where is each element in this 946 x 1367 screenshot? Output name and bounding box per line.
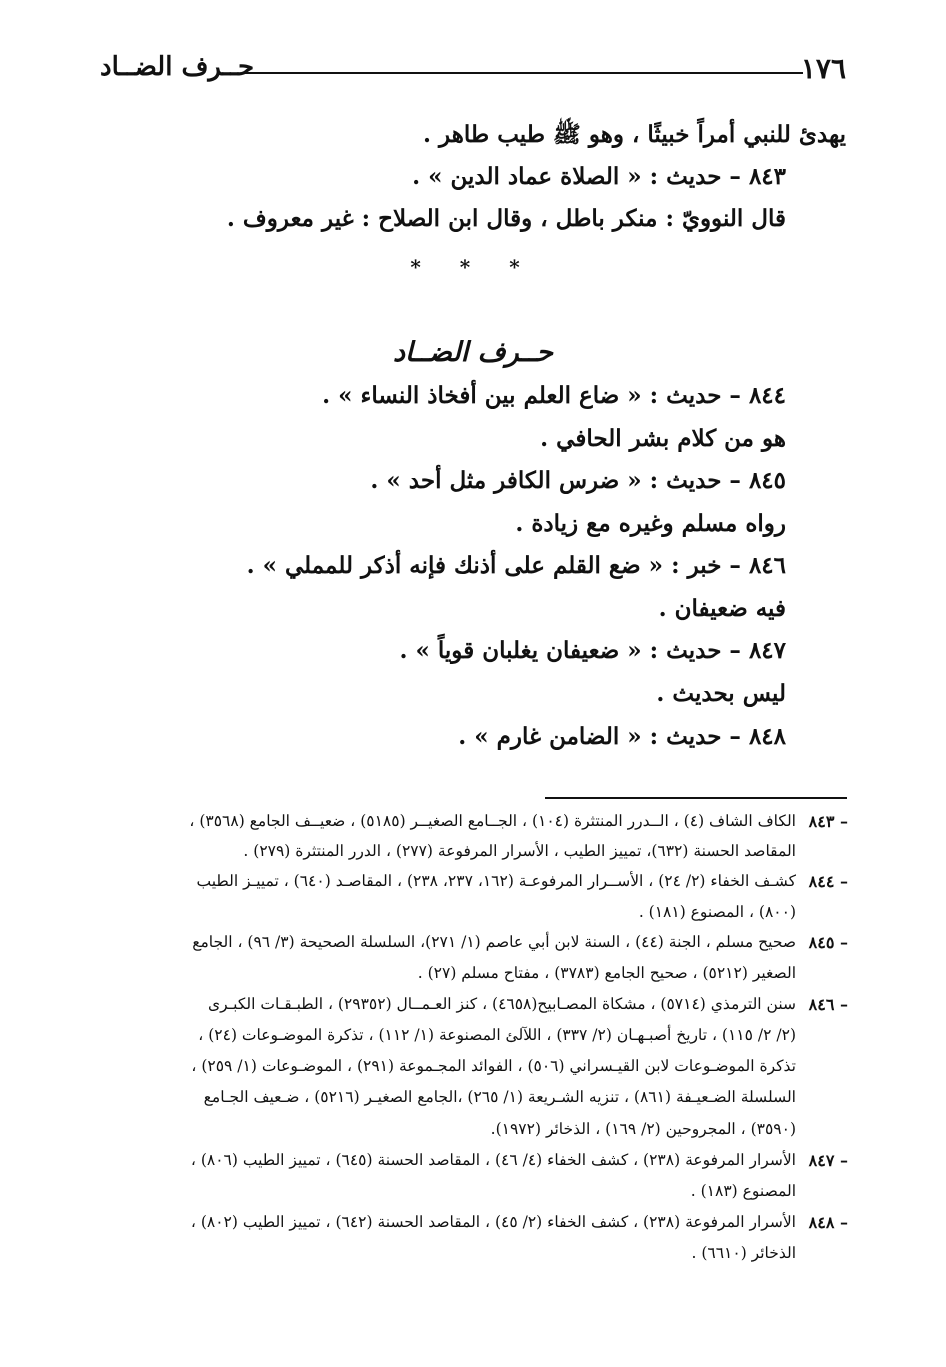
- footnote-number: ٨٤٤ –: [808, 872, 848, 891]
- footnote-line: الأسرار المرفوعة (٢٣٨) ، كشف الخفاء (٢/ ٤٥) ، المقاصد الحسنة (٦٤٢) ، تمييز الطيب (٨٠٢) ،: [190, 1213, 796, 1231]
- footnote-line: (٨٠٠) ، المصنوع (١٨١) .: [638, 903, 796, 921]
- footnote-rule: [545, 797, 847, 799]
- page-number: ١٧٦: [800, 52, 846, 85]
- footnote-line: الصغير (٥٢١٢) ، صحيح الجامع (٣٧٨٣) ، مفتاح مسلم (٢٧) .: [417, 964, 796, 982]
- section-separator-stars: * * *: [410, 255, 536, 279]
- continuation-line: يهدئ للنبي أمراً خبيثًا ، وهو ﷺ طيب طاهر .: [423, 121, 846, 148]
- running-head-title: حــرف الضــاد: [100, 52, 255, 82]
- entry-845: ٨٤٥ – حديث : « ضرس الكافر مثل أحد » .: [370, 467, 786, 494]
- header-rule: [245, 72, 803, 74]
- section-heading: حــرف الضــاد: [392, 337, 553, 368]
- note-846: فيه ضعيفان .: [658, 595, 786, 622]
- footnote-number: ٨٤٥ –: [808, 933, 848, 952]
- footnote-line: كشـف الخفاء (٢/ ٢٤) ، الأســرار المرفوعـة (١٦٢، ٢٣٧، ٢٣٨) ، المقاصـد (٦٤٠) ، تمييـز الطيب: [196, 872, 796, 890]
- footnote-line: المصنوع (١٨٣) .: [690, 1182, 796, 1200]
- footnote-line: (٢/ ٢/ ١١٥) ، تاريخ أصبـهـان (٢/ ٣٣٧) ، اللآلئ المصنوعة (١/ ١١٢) ، تذكرة الموضـوعات (٢٤) ،: [198, 1026, 796, 1044]
- note-847: ليس بحديث .: [656, 680, 786, 707]
- footnote-line: (٣٥٩٠) ، المجروحين (٢/ ١٦٩) ، الذخائر (١٩٧٢).: [490, 1120, 796, 1138]
- footnote-number: ٨٤٨ –: [808, 1213, 848, 1232]
- entry-846: ٨٤٦ – خبر : « ضع القلم على أذنك فإنه أذكر للمملي » .: [246, 552, 786, 579]
- footnote-line: الأسرار المرفوعة (٢٣٨) ، كشف الخفاء (٤/ ٤٦) ، المقاصد الحسنة (٦٤٥) ، تمييز الطيب (٨٠٦) ،: [190, 1151, 796, 1169]
- entry-847: ٨٤٧ – حديث : « ضعيفان يغلبان قوياً » .: [399, 637, 786, 664]
- footnote-line: المقاصد الحسنة (٦٣٢)، تمييز الطيب ، الأسرار المرفوعة (٢٧٧) ، الدرر المنتثرة (٢٧٩) .: [243, 842, 796, 860]
- entry-844: ٨٤٤ – حديث : « ضاع العلم بين أفخاذ النساء » .: [322, 382, 786, 409]
- note-844: هو من كلام بشر الحافي .: [540, 425, 786, 452]
- footnote-number: ٨٤٣ –: [808, 812, 848, 831]
- footnote-line: تذكرة الموضـوعات لابن القيـسراني (٥٠٦) ، الفوائد المجـموعة (٢٩١) ، الموضـوعات (١/ ٢٥٩) ،: [191, 1057, 796, 1075]
- entry-843: ٨٤٣ – حديث : « الصلاة عماد الدين » .: [412, 163, 786, 190]
- footnote-line: سنن الترمذي (٥٧١٤) ، مشكاة المصـابيح(٤٦٥٨) ، كنز العـمــال (٢٩٣٥٢) ، الطبـقـات الكبـرى: [207, 995, 796, 1013]
- footnote-line: السلسلة الضـعيـفة (٨٦١) ، تنزيه الشـريعة (١/ ٢٦٥) ،الجامع الصغيـر (٥٢١٦) ، ضـعيف الجـامع: [203, 1088, 796, 1106]
- note-845: رواه مسلم وغيره مع زيادة .: [515, 510, 786, 537]
- footnote-line: الكاف الشاف (٤) ، الــدرر المنتثرة (١٠٤) ، الجــامع الصغيــر (٥١٨٥) ، ضعيــف الجامع (٣٥٦٨) ،: [189, 812, 796, 830]
- note-843: قال النوويّ : منكر باطل ، وقال ابن الصلاح : غير معروف .: [226, 205, 786, 232]
- footnote-number: ٨٤٦ –: [808, 995, 848, 1014]
- footnote-line: الذخائر (٦٦١٠) .: [691, 1244, 796, 1262]
- entry-848: ٨٤٨ – حديث : « الضامن غارم » .: [458, 723, 786, 750]
- footnote-number: ٨٤٧ –: [808, 1151, 848, 1170]
- footnote-line: صحيح مسلم ، الجنة (٤٤) ، السنة لابن أبي عاصم (١/ ٢٧١)، السلسلة الصحيحة (٣/ ٩٦) ، الجامع: [192, 933, 796, 951]
